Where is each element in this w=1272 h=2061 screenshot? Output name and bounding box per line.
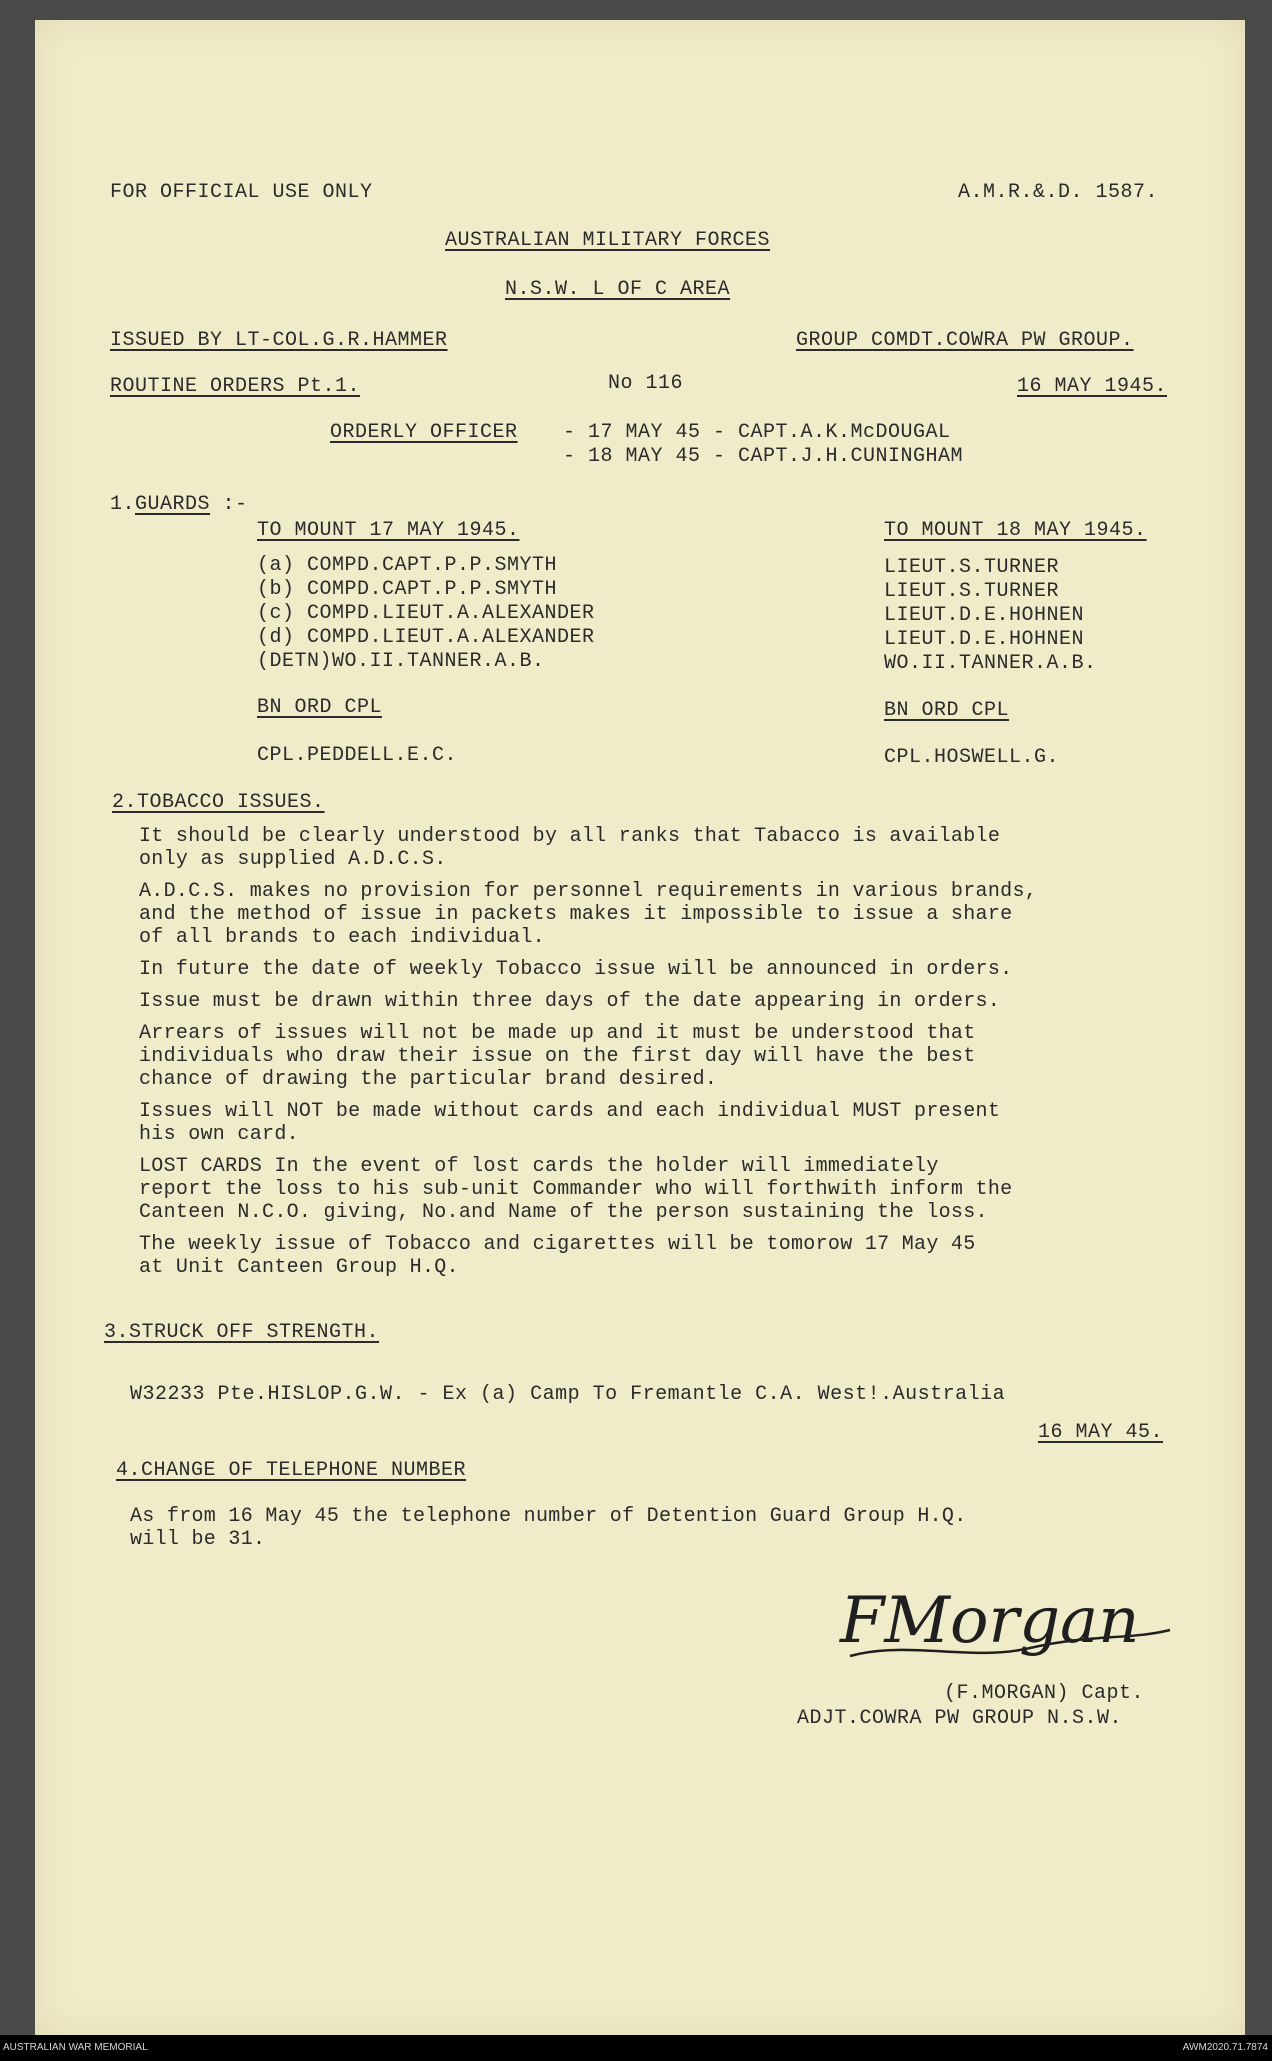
tobacco-paragraphs: [139, 825, 1179, 1288]
orderly-officer-line-1: - 17 MAY 45 - CAPT.A.K.McDOUGAL: [563, 421, 951, 444]
signatory-title: ADJT.COWRA PW GROUP N.S.W.: [797, 1707, 1123, 1730]
tobacco-paragraph: It should be clearly understood by all ranks that Tabacco is available only as supplied A.D.C.S.: [139, 825, 1001, 871]
guards-number: 1.: [110, 493, 136, 516]
tobacco-paragraph: In future the date of weekly Tobacco issue will be announced in orders.: [139, 958, 1013, 981]
footer-institution: AUSTRALIAN WAR MEMORIAL: [3, 2042, 148, 2053]
tobacco-paragraph: A.D.C.S. makes no provision for personnel requirements in various brands, and the method of issue in packets makes it impossible to issue a share of all brands to each individual.: [139, 880, 1038, 949]
order-date: 16 MAY 1945.: [1017, 375, 1168, 398]
order-number: No 116: [608, 372, 684, 395]
guards-left-title: TO MOUNT 17 MAY 1945.: [257, 519, 520, 542]
area-title: N.S.W. L OF C AREA: [505, 278, 731, 301]
guard-left-b: (b) COMPD.CAPT.P.P.SMYTH: [257, 578, 558, 601]
guard-right-d: LIEUT.D.E.HOHNEN: [884, 628, 1085, 651]
guard-right-a: LIEUT.S.TURNER: [884, 556, 1060, 579]
tobacco-paragraph: LOST CARDS In the event of lost cards the holder will immediately report the loss to his sub-unit Commander who will forthwith inform the Canteen N.C.O. giving, No.and Name of the person sustaining the loss.: [139, 1155, 1013, 1224]
left-ord-cpl: CPL.PEDDELL.E.C.: [257, 744, 458, 767]
tobacco-paragraph: The weekly issue of Tobacco and cigarettes will be tomorow 17 May 45 at Unit Canteen Group H.Q.: [139, 1233, 976, 1279]
guards-right-title: TO MOUNT 18 MAY 1945.: [884, 519, 1147, 542]
left-ord-cpl-title: BN ORD CPL: [257, 696, 383, 719]
official-use-label: FOR OFFICIAL USE ONLY: [110, 181, 373, 204]
guards-suffix: :-: [222, 493, 248, 516]
tobacco-paragraph: Issues will NOT be made without cards and each individual MUST present his own card.: [139, 1100, 1001, 1146]
guard-right-detn: WO.II.TANNER.A.B.: [884, 652, 1097, 675]
telephone-text: As from 16 May 45 the telephone number of Detention Guard Group H.Q. will be 31.: [130, 1505, 967, 1551]
struck-entry: W32233 Pte.HISLOP.G.W. - Ex (a) Camp To Fremantle C.A. West!.Australia: [130, 1383, 1006, 1406]
guard-left-d: (d) COMPD.LIEUT.A.ALEXANDER: [257, 626, 595, 649]
guards-heading: [110, 494, 248, 516]
footer-accession: AWM2020.71.7874: [1182, 2042, 1268, 2053]
guard-left-c: (c) COMPD.LIEUT.A.ALEXANDER: [257, 602, 595, 625]
guards-title: GUARDS: [135, 493, 211, 516]
signatory-name: (F.MORGAN) Capt.: [944, 1682, 1145, 1705]
signature-image: [830, 1570, 1190, 1670]
tobacco-heading: 2.TOBACCO ISSUES.: [112, 791, 325, 814]
right-ord-cpl: CPL.HOSWELL.G.: [884, 746, 1060, 769]
issued-by: ISSUED BY LT-COL.G.R.HAMMER: [110, 329, 448, 352]
tobacco-paragraph: Issue must be drawn within three days of the date appearing in orders.: [139, 990, 1001, 1013]
right-ord-cpl-title: BN ORD CPL: [884, 699, 1010, 722]
document-reference: A.M.R.&.D. 1587.: [958, 181, 1159, 204]
signature-script: FMorgan: [840, 1584, 1140, 1658]
orderly-officer-label: ORDERLY OFFICER: [330, 421, 518, 444]
group-commandant: GROUP COMDT.COWRA PW GROUP.: [796, 329, 1134, 352]
struck-date: 16 MAY 45.: [1038, 1421, 1164, 1444]
orderly-officer-line-2: - 18 MAY 45 - CAPT.J.H.CUNINGHAM: [563, 445, 964, 468]
guard-right-b: LIEUT.S.TURNER: [884, 580, 1060, 603]
tobacco-paragraph: Arrears of issues will not be made up and it must be understood that individuals who draw their issue on the first day will have the best chance of drawing the particular brand desired.: [139, 1022, 976, 1091]
guard-right-c: LIEUT.D.E.HOHNEN: [884, 604, 1085, 627]
archive-footer: [0, 2035, 1272, 2061]
struck-heading: 3.STRUCK OFF STRENGTH.: [104, 1321, 380, 1344]
guard-left-a: (a) COMPD.CAPT.P.P.SMYTH: [257, 554, 558, 577]
routine-orders: ROUTINE ORDERS Pt.1.: [110, 375, 361, 398]
guard-left-detn: (DETN)WO.II.TANNER.A.B.: [257, 650, 545, 673]
telephone-heading: 4.CHANGE OF TELEPHONE NUMBER: [116, 1459, 467, 1482]
forces-title: AUSTRALIAN MILITARY FORCES: [445, 229, 771, 252]
